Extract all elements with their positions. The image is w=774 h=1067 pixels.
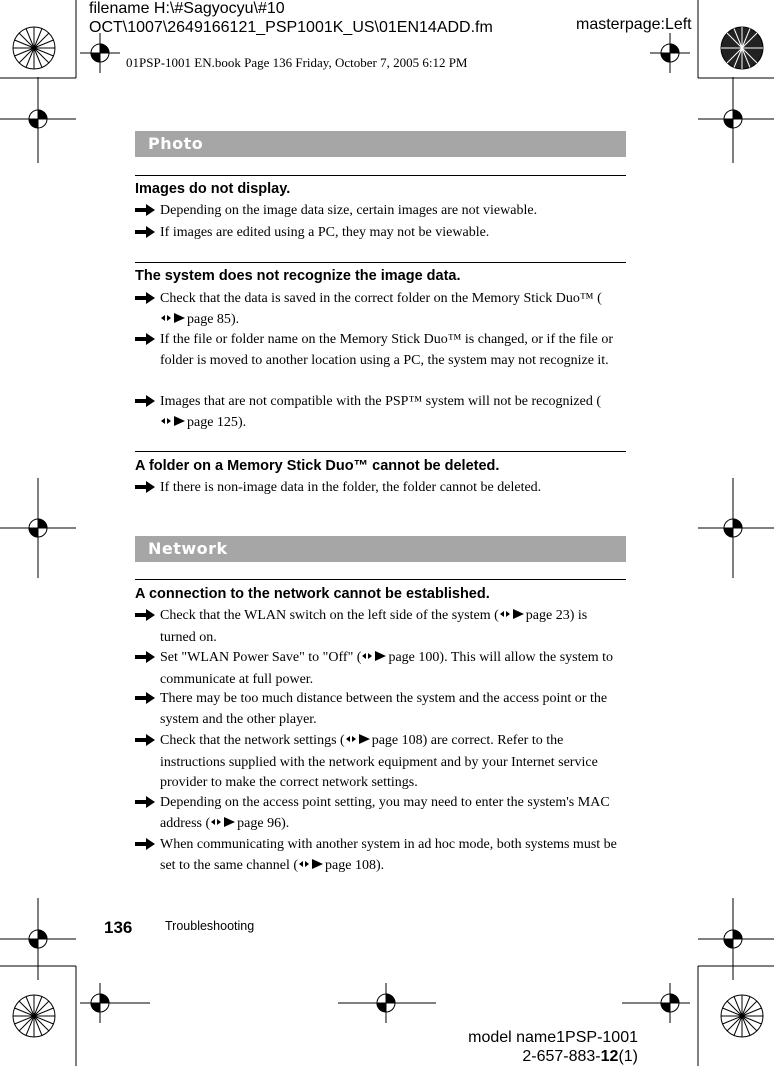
arrow-icon: [134, 607, 156, 623]
arrow-icon: [134, 732, 156, 748]
divider: [135, 262, 626, 263]
section-title-photo: Photo: [135, 131, 626, 157]
model-name: model name1PSP-1001: [468, 1029, 638, 1046]
question: A folder on a Memory Stick Duo™ cannot be deleted.: [135, 458, 500, 474]
arrow-icon: [134, 479, 156, 495]
section-title-network: Network: [135, 536, 626, 562]
footer-section-label: Troubleshooting: [165, 919, 255, 933]
divider: [135, 451, 626, 452]
page-reference-icon: [361, 649, 387, 670]
answer: Set "WLAN Power Save" to "Off" ( page 100). This will allow the system to communicate at full power.: [160, 648, 626, 690]
page-reference-icon: [298, 857, 324, 878]
page-reference-icon: [160, 414, 186, 435]
answer: When communicating with another system in ad hoc mode, both systems must be set to the same channel ( page 108).: [160, 835, 626, 877]
arrow-icon: [134, 331, 156, 347]
answer: Check that the data is saved in the correct folder on the Memory Stick Duo™ (page 85).: [160, 289, 626, 331]
question: The system does not recognize the image data.: [135, 268, 461, 284]
model-code: 2-657-883-12(1): [522, 1048, 638, 1065]
answer: If the file or folder name on the Memory Stick Duo™ is changed, or if the file or folder is moved to another location using a PC, the system may not recognize it.: [160, 330, 626, 371]
answer: If images are edited using a PC, they may not be viewable.: [160, 223, 626, 244]
arrow-icon: [134, 690, 156, 706]
answer: If there is non-image data in the folder, the folder cannot be deleted.: [160, 478, 626, 499]
question: Images do not display.: [135, 181, 291, 197]
arrow-icon: [134, 393, 156, 409]
page-reference-icon: [345, 732, 371, 753]
masterpage-label: masterpage:Left: [576, 16, 692, 33]
answer: Check that the network settings ( page 108) are correct. Refer to the instructions supplied with the network equipment and by your Internet service provider to make the correct network settings.: [160, 731, 626, 794]
filename-line-1: filename H:\#Sagyocyu\#10: [89, 0, 285, 17]
arrow-icon: [134, 649, 156, 665]
arrow-icon: [134, 202, 156, 218]
answer: Images that are not compatible with the PSP™ system will not be recognized (page 125).: [160, 392, 626, 434]
arrow-icon: [134, 836, 156, 852]
divider: [135, 175, 626, 176]
page-reference-icon: [499, 607, 525, 628]
answer: Depending on the image data size, certain images are not viewable.: [160, 201, 626, 222]
answer: There may be too much distance between the system and the access point or the system and the other player.: [160, 689, 626, 730]
question: A connection to the network cannot be established.: [135, 586, 490, 602]
book-info: 01PSP-1001 EN.book Page 136 Friday, October 7, 2005 6:12 PM: [126, 55, 468, 70]
arrow-icon: [134, 290, 156, 306]
divider: [135, 579, 626, 580]
answer: Check that the WLAN switch on the left side of the system ( page 23) is turned on.: [160, 606, 626, 648]
page-number: 136: [104, 918, 133, 937]
page-reference-icon: [210, 815, 236, 836]
answer: Depending on the access point setting, you may need to enter the system's MAC address ( page 96).: [160, 793, 626, 835]
filename-line-2: OCT\1007\2649166121_PSP1001K_US\01EN14ADD.fm: [89, 19, 493, 36]
arrow-icon: [134, 794, 156, 810]
arrow-icon: [134, 224, 156, 240]
page-reference-icon: [160, 311, 186, 332]
